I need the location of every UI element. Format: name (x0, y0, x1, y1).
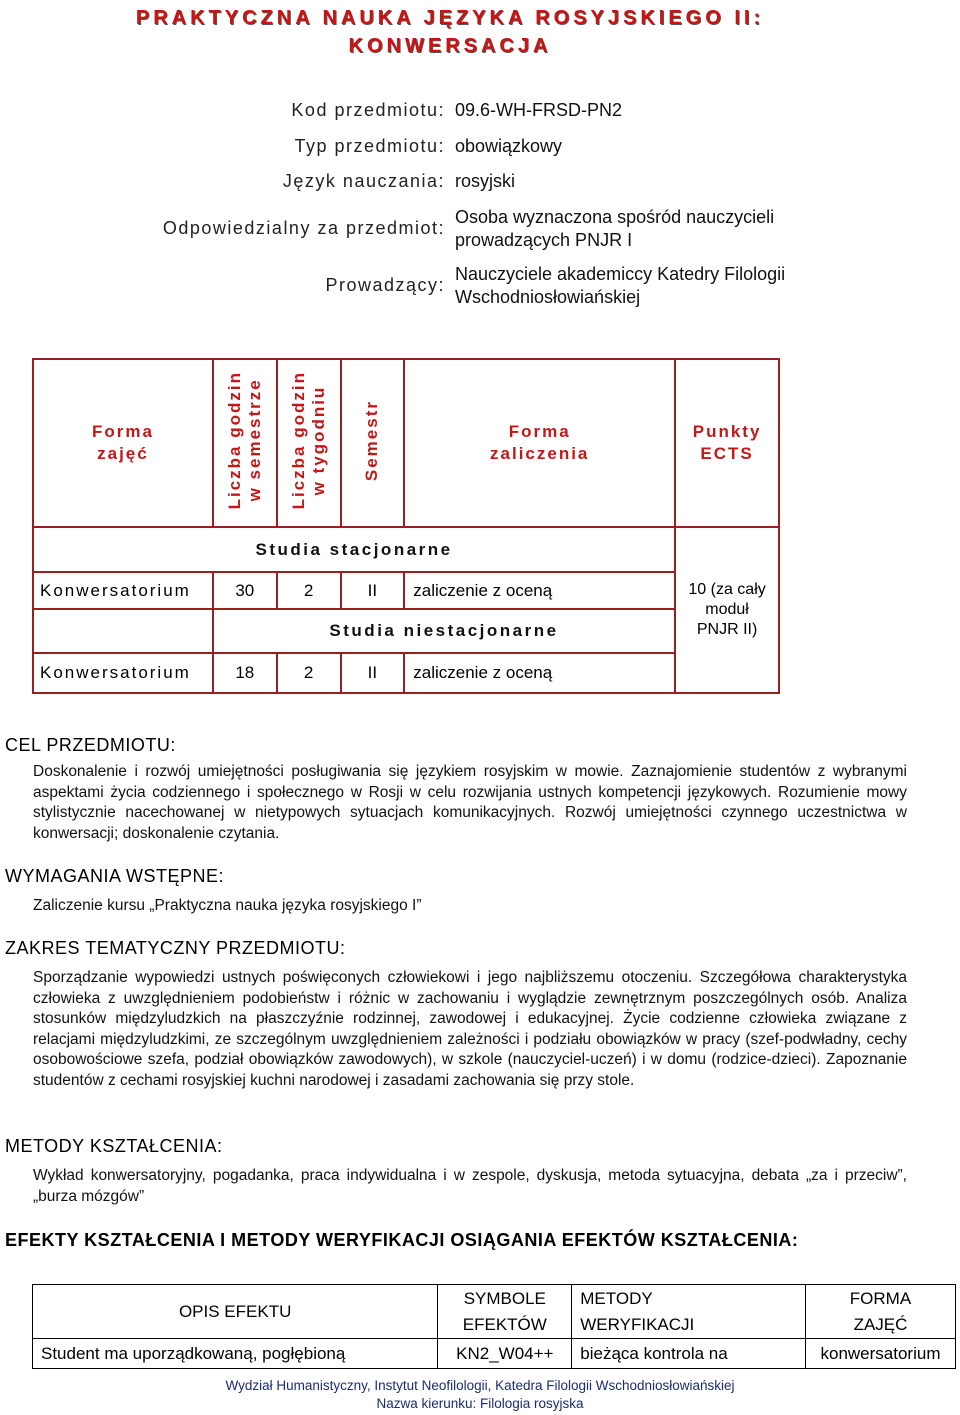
typ-value: obowiązkowy (455, 136, 563, 156)
stac-forma: Konwersatorium (33, 572, 213, 609)
cel-text: Doskonalenie i rozwój umiejętności posługiwania się językiem rosyjskim w mowie. Zaznajomienie studentów z wybranymi aspektami życia codziennego i społecznego w Rosji w celu rozwijania ustnych kompetencji językowych. Rozumienie mowy stylistycznie nacechowanej w nietypowych sytuacjach komunikacyjnych. Rozwój umiejętności czynnego uczestnictwa w konwersacji; doskonalenie czytania. (33, 763, 907, 842)
wymagania-text: Zaliczenie kursu „Praktyczna nauka języka rosyjskiego I” (33, 897, 422, 914)
niestacjonarne-label-row (33, 609, 779, 653)
stacjonarne-label-row (33, 527, 779, 572)
col-metody-weryfikacji (572, 1285, 806, 1339)
header-godziny-tydzien (277, 359, 341, 527)
typ-label: Typ przedmiotu: (294, 136, 445, 156)
niestac-forma: Konwersatorium (33, 653, 213, 693)
studia-stacjonarne-label: Studia stacjonarne (33, 527, 675, 572)
header-forma-line-2: zajęć (97, 444, 149, 463)
col-metody-line-2: WERYFIKACJI (580, 1314, 695, 1334)
header-godziny-semestr-text (225, 371, 265, 509)
niestacjonarne-row (33, 653, 779, 693)
stac-zaliczenie: zaliczenie z oceną (404, 572, 675, 609)
odpowiedzialny-value (455, 206, 774, 252)
header-godziny-tydzien-line-1: Liczba godzin (288, 371, 308, 510)
studia-niestacjonarne-label: Studia niestacjonarne (213, 609, 675, 653)
metody-text: Wykład konwersatoryjny, pogadanka, praca indywidualna i w zespole, dyskusja, metoda sytuacyjna, debata „za i przeciw”, „burza mózgów” (33, 1167, 907, 1205)
stacjonarne-row (33, 572, 779, 609)
header-godziny-semestr-line-2: w semestrze (244, 378, 264, 503)
header-ects (675, 359, 779, 527)
niestac-godz-tyg: 2 (277, 653, 341, 693)
stac-godz-sem: 30 (213, 572, 277, 609)
odpowiedzialny-value-line-2: prowadzących PNJR I (455, 230, 633, 250)
row1-forma: konwersatorium (806, 1339, 956, 1369)
header-zaliczenia-line-1: Forma (508, 422, 571, 441)
odpowiedzialny-label: Odpowiedzialny za przedmiot: (162, 218, 445, 238)
header-ects-line-1: Punkty (692, 422, 762, 441)
efekty-heading: EFEKTY KSZTAŁCENIA I METODY WERYFIKACJI OSIĄGANIA EFEKTÓW KSZTAŁCENIA: (5, 1230, 799, 1250)
header-forma-zajec (33, 359, 213, 527)
col-symbole-efektow (438, 1285, 572, 1339)
zakres-heading: ZAKRES TEMATYCZNY PRZEDMIOTU: (5, 938, 346, 958)
header-godziny-semestr (213, 359, 277, 527)
header-semestr-text: Semestr (362, 399, 382, 482)
stac-semestr: II (341, 572, 405, 609)
header-forma-line-1: Forma (91, 422, 154, 441)
kod-value: 09.6-WH-FRSD-PN2 (455, 100, 623, 120)
metody-heading: METODY KSZTAŁCENIA: (5, 1136, 223, 1156)
col-symbole-line-2: EFEKTÓW (462, 1314, 547, 1334)
ects-value (675, 527, 779, 693)
col-symbole-line-1: SYMBOLE (463, 1288, 546, 1308)
stac-godz-tyg: 2 (277, 572, 341, 609)
col-opis-efektu: OPIS EFEKTU (33, 1285, 438, 1339)
header-forma-zaliczenia (404, 359, 675, 527)
header-godziny-tydzien-text (289, 371, 329, 509)
prowadzacy-value (455, 263, 785, 309)
niestac-godz-sem: 18 (213, 653, 277, 693)
niestac-semestr: II (341, 653, 405, 693)
niestac-zaliczenie: zaliczenie z oceną (404, 653, 675, 693)
title-line-1: PRAKTYCZNA NAUKA JĘZYKA ROSYJSKIEGO II: (135, 7, 765, 29)
ects-value-line-3: PNJR II) (696, 621, 758, 638)
header-zaliczenia-line-2: zaliczenia (490, 444, 590, 463)
ects-value-line-1: 10 (za cały (688, 581, 766, 598)
col-forma-line-2: ZAJĘĆ (853, 1314, 908, 1334)
document-title (90, 4, 810, 60)
prowadzacy-value-line-2: Wschodniosłowiańskiej (455, 287, 641, 307)
row1-symbol: KN2_W04++ (438, 1339, 572, 1369)
row1-metoda: bieżąca kontrola na (572, 1339, 806, 1369)
zakres-text: Sporządzanie wypowiedzi ustnych poświęconych człowiekowi i jego najbliższemu otoczeniu. Szczegółowa charakterystyka człowieka z uwzględnieniem podobieństw i różnic w zachowaniu i wyglądzie zewnętrznym poszczególnych osób. Analiza stosunków międzyludzkich na płaszczyźnie rodzinnej, zawodowej i edukacyjnej. Życie codzienne człowieka związane z relacjami międzyludzkimi, ze szczególnym uwzględnieniem zależności i podziału obowiązków w pracy (szef-podwładny, cechy osobowościowe szefa, podział obowiązków zawodowych), w szkole (nauczyciel-uczeń) i w domu (rodzice-dzieci). Zapoznanie studentów z cechami rosyjskiej kuchni narodowej i zasadami zachowania się przy stole. (33, 969, 907, 1089)
footer-kierunek: Nazwa kierunku: Filologia rosyjska (376, 1396, 584, 1411)
prowadzacy-value-line-1: Nauczyciele akademiccy Katedry Filologii (455, 264, 786, 284)
efekty-table (32, 1284, 956, 1369)
wymagania-heading: WYMAGANIA WSTĘPNE: (5, 866, 225, 886)
jezyk-value: rosyjski (455, 171, 516, 191)
col-metody-line-1: METODY (580, 1288, 653, 1308)
odpowiedzialny-value-line-1: Osoba wyznaczona spośród nauczycieli (455, 207, 775, 227)
efekty-row-1 (33, 1339, 956, 1369)
row1-opis: Student ma uporządkowaną, pogłębioną (33, 1339, 438, 1369)
header-ects-line-2: ECTS (700, 444, 754, 463)
efekty-header-row (33, 1285, 956, 1339)
header-godziny-tydzien-line-2: w tygodniu (308, 385, 328, 496)
col-forma-zajec (806, 1285, 956, 1339)
kod-label: Kod przedmiotu: (291, 100, 445, 120)
summary-header-row (33, 359, 779, 527)
header-semestr (341, 359, 405, 527)
cel-heading: CEL PRZEDMIOTU: (5, 735, 176, 755)
header-godziny-semestr-line-1: Liczba godzin (224, 371, 244, 510)
course-summary-table (32, 358, 780, 694)
col-forma-line-1: FORMA (849, 1288, 912, 1308)
niestac-spacer (33, 609, 213, 653)
footer-faculty: Wydział Humanistyczny, Instytut Neofilologii, Katedra Filologii Wschodniosłowiańskiej (225, 1378, 735, 1393)
jezyk-label: Język nauczania: (282, 171, 445, 191)
title-line-2: KONWERSACJA (348, 35, 552, 57)
prowadzacy-label: Prowadzący: (325, 275, 445, 295)
ects-value-line-2: moduł (705, 601, 749, 618)
